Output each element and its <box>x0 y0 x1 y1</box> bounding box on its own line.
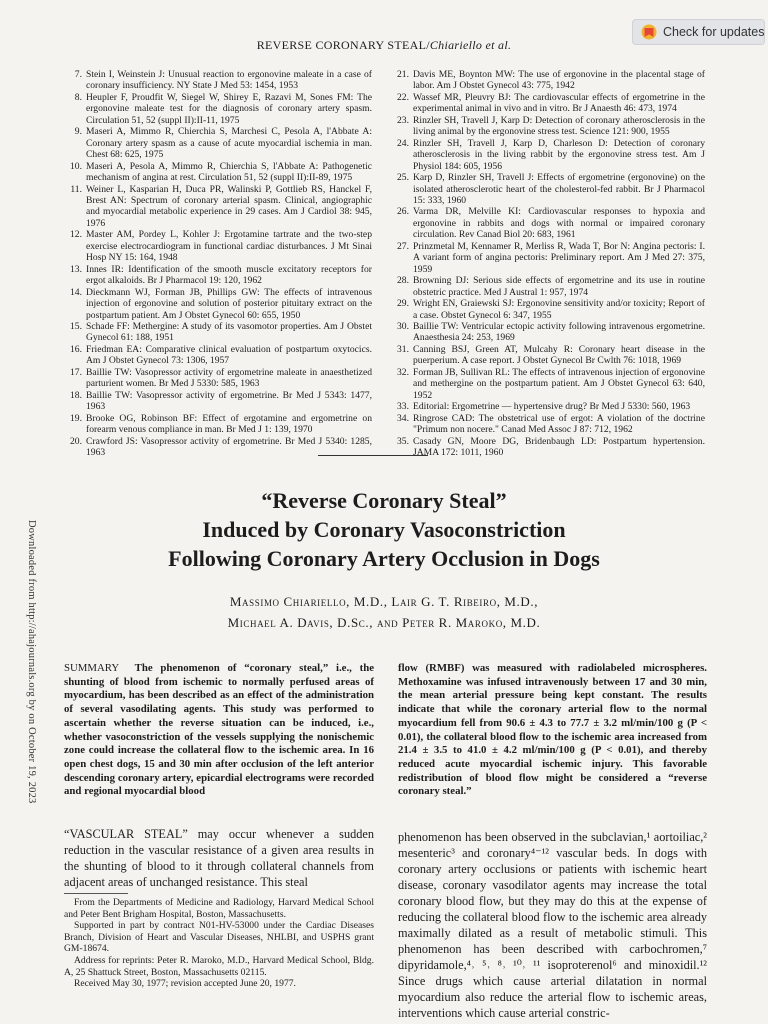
reference-text: Rinzler SH, Travell J, Karp D: Detection of coronary atherosclerosis in the living animal by the ergonovine stress test. Science 121: 900, 1955 <box>413 114 705 138</box>
reference-item <box>64 69 372 92</box>
footnote-support: Supported in part by contract N01-HV-53000 under the Cardiac Diseases Branch, Division of Heart and Vascular Diseases, NHLBI, and USPHS grant GM-18674. <box>64 920 374 955</box>
reference-number: 33. <box>397 401 409 413</box>
reference-number: 30. <box>397 320 409 332</box>
reference-number: 17. <box>70 366 82 378</box>
reference-item <box>391 92 705 115</box>
reference-number: 8. <box>74 91 82 103</box>
reference-text: Ringrose CAD: The obstetrical use of ergot: A violation of the doctrine "Primum non nocere." Canad Med Assoc J 87: 712, 1962 <box>413 412 705 436</box>
download-note-text: Downloaded from http://ahajournals.org by on October 19, 2023 <box>26 520 37 804</box>
reference-text: Baillie TW: Ventricular ectopic activity following intravenous ergometrine. Anaesthesia 24: 253, 1969 <box>413 320 705 344</box>
summary-label: SUMMARY <box>64 662 120 674</box>
reference-item <box>391 344 705 367</box>
title-line-1: “Reverse Coronary Steal” <box>261 488 507 513</box>
reference-number: 12. <box>70 229 82 241</box>
article-title <box>0 486 768 573</box>
summary-right-text: flow (RMBF) was measured with radiolabeled microspheres. Methoxamine was infused intravenously between 17 and 30 min, the mean arterial pressure being kept constant. The results indicate that while the coronary arterial flow to the normal myocardium fell from 90.6 ± 4.3 to 77.7 ± 3.2 ml/min/100 g (P < 0.01), the collateral blood flow to the ischemic area increased from 21.4 ± 3.5 to 41.0 ± 4.2 ml/min/100 g (P < 0.01), and thereby reduced acute myocardial ischemic injury. This favorable redistribution of blood flow might be considered a “reverse coronary steal.” <box>398 662 707 798</box>
reference-text: Baillie TW: Vasopressor activity of ergometrine. Br Med J 5343: 1477, 1963 <box>86 389 372 413</box>
footnote-affiliation: From the Departments of Medicine and Radiology, Harvard Medical School and Peter Bent Brigham Hospital, Boston, Massachusetts. <box>64 897 374 920</box>
reference-item <box>64 367 372 390</box>
reference-item <box>64 92 372 126</box>
reference-item <box>391 401 705 412</box>
running-head-authors: Chiariello et al. <box>429 38 512 52</box>
footnote-reprints: Address for reprints: Peter R. Maroko, M.D., Harvard Medical School, Bldg. A, 25 Shattuck Street, Boston, Massachusetts 02115. <box>64 954 374 978</box>
reference-number: 15. <box>70 320 82 332</box>
reference-item <box>64 413 372 436</box>
reference-number: 25. <box>397 172 409 184</box>
references-left-column <box>64 69 372 458</box>
reference-text: Rinzler SH, Travell J, Karp D, Charleson D: Detection of coronary atherosclerosis in the living rabbit by the ergonovine stress test. Am J Physiol 184: 605, 1956 <box>413 137 705 172</box>
reference-number: 7. <box>74 69 82 80</box>
reference-item <box>391 172 705 206</box>
reference-number: 26. <box>397 206 409 218</box>
reference-text: Friedman EA: Comparative clinical evaluation of postpartum oxytocics. Am J Obstet Gynecol 73: 1306, 1957 <box>86 343 372 367</box>
summary-right <box>398 662 707 799</box>
reference-item <box>64 161 372 184</box>
reference-item <box>64 184 372 230</box>
reference-number: 21. <box>397 69 409 80</box>
reference-text: Innes IR: Identification of the smooth muscle excitatory receptors for ergot alkaloids. Br J Pharmacol 19: 120, 1962 <box>86 263 372 287</box>
reference-item <box>64 229 372 263</box>
reference-text: Varma DR, Melville KI: Cardiovascular responses to hypoxia and ergonovine in rabbits and dogs with normal or impaired coronary circulation. Rev Canad Biol 20: 683, 1961 <box>413 206 705 241</box>
reference-item <box>391 367 705 401</box>
reference-text: Heupler F, Proudfit W, Siegel W, Shirey E, Razavi M, Sones FM: The ergonovine maleate test for the diagnosis of coronary artery spasm. Circulation 51, 52 (suppl II):II-11, 1975 <box>86 91 372 126</box>
reference-text: Stein I, Weinstein J: Unusual reaction to ergonovine maleate in a case of coronary insufficiency. NY State J Med 53: 1454, 1953 <box>86 69 372 92</box>
authors-line-1: Massimo Chiariello, M.D., Lair G. T. Ribeiro, M.D., <box>229 594 539 609</box>
summary-left <box>64 662 374 799</box>
reference-item <box>391 413 705 436</box>
author-list <box>0 591 768 633</box>
reference-text: Karp D, Rinzler SH, Travell J: Effects of ergometrine (ergonovine) on the isolated atherosclerotic heart of the cholesterol-fed rabbit. Br J Pharmacol 15: 333, 1960 <box>413 172 705 206</box>
reference-text: Forman JB, Sullivan RL: The effects of intravenous injection of ergonovine and methergine on the postpartum patient. Am J Obstet Gynecol 63: 640, 1952 <box>413 366 705 401</box>
footnote-received: Received May 30, 1977; revision accepted June 20, 1977. <box>74 978 296 990</box>
reference-text: Wright EN, Graiewski SJ: Ergonovine sensitivity and/or toxicity; Report of a case. Obstet Gynecol 6: 347, 1955 <box>413 298 705 321</box>
reference-item <box>64 264 372 287</box>
reference-text: Brooke OG, Robinson BF: Effect of ergotamine and ergometrine on forearm venous compliance in man. Br Med J 1: 139, 1970 <box>86 412 372 436</box>
reference-number: 27. <box>397 240 409 252</box>
reference-text: Schade FF: Methergine: A study of its vasomotor properties. Am J Obstet Gynecol 61: 188, 1951 <box>86 320 372 344</box>
reference-item <box>64 287 372 321</box>
reference-number: 31. <box>397 343 409 355</box>
footnotes <box>64 897 374 990</box>
reference-text: Master AM, Pordey L, Kohler J: Ergotamine tartrate and the two-step exercise electrocardiogram in functional cardiac disturbances. J Mt Sinai Hosp NY 15: 164, 1948 <box>86 229 372 264</box>
title-line-3: Following Coronary Artery Occlusion in Dogs <box>168 546 600 571</box>
reference-text: Dieckmann WJ, Forman JB, Phillips GW: The effects of intravenous injection of ergonovine and solution of posterior pituitary extract on the postpartum patient. Am J Obstet Gynecol 60: 655, 1950 <box>86 286 372 321</box>
body-text-left: “VASCULAR STEAL” may occur whenever a sudden reduction in the vascular resistance of a given area results in the shunting of blood to it through collateral channels from adjacent areas of unchanged resistance. This steal <box>64 827 374 889</box>
reference-number: 20. <box>70 435 82 447</box>
reference-number: 32. <box>397 366 409 378</box>
reference-number: 24. <box>397 137 409 149</box>
reference-text: Maseri A, Pesola A, Mimmo R, Chierchia S, l'Abbate A: Pathogenetic mechanism of angina at rest. Circulation 51, 52 (suppl II):II-89, 1975 <box>86 160 372 184</box>
authors-line-2: Michael A. Davis, D.Sc., and Peter R. Maroko, M.D. <box>227 615 541 630</box>
reference-text: Browning DJ: Serious side effects of ergometrine and its use in routine obstetric practice. Med J Austral 1: 957, 1974 <box>413 275 705 298</box>
section-divider <box>318 455 428 456</box>
reference-text: Editorial: Ergometrine — hypertensive drug? Br Med J 5330: 560, 1963 <box>413 401 691 413</box>
body-text-right: phenomenon has been observed in the subclavian,¹ aortoiliac,² mesenteric³ and coronary⁴⁻¹² vascular beds. In dogs with coronary artery occlusions or patients with ischemic heart disease, coronary vasodilator agents may increase the total coronary blood flow, but they may do this at the expense of reducing the collateral blood flow to the ischemic area already maximally dilated as a result of metabolic stimuli. This phenomenon has been described with carbochromen,⁷ dipyridamole,⁴˒ ⁵˒ ⁸˒ ¹⁰˒ ¹¹ isoproterenol⁶ and minoxidil.¹² Since drugs which cause arterial dilatation in normal myocardium also reduce the arterial flow to ischemic areas, interventions which cause arterial constric- <box>398 830 707 1020</box>
reference-item <box>64 126 372 160</box>
reference-number: 19. <box>70 412 82 424</box>
reference-item <box>64 390 372 413</box>
reference-number: 11. <box>70 183 82 195</box>
reference-text: Baillie TW: Vasopressor activity of ergometrine maleate in anaesthetized parturient women. Br Med J 5330: 585, 1963 <box>86 366 372 390</box>
reference-item <box>391 321 705 344</box>
reference-number: 34. <box>397 412 409 424</box>
reference-number: 29. <box>397 298 409 310</box>
title-line-2: Induced by Coronary Vasoconstriction <box>202 517 566 542</box>
reference-item <box>64 344 372 367</box>
reference-text: Weiner L, Kasparian H, Duca PR, Walinski P, Gottlieb RS, Hanckel F, Brest AN: Spectrum of coronary arterial spasm. Clinical, angiographic and myocardial metabolic experience in 29 cases. Am J Cardiol 38: 945, 1976 <box>86 183 372 229</box>
reference-text: Maseri A, Mimmo R, Chierchia S, Marchesi C, Pesola A, l'Abbate A: Coronary artery spasm as a cause of acute myocardial ischemia in man. Chest 68: 625, 1975 <box>86 126 372 161</box>
reference-number: 13. <box>70 263 82 275</box>
summary-left-text: The phenomenon of “coronary steal,” i.e., the shunting of blood from ischemic to normally perfused areas of myocardium, has been described as an effect of the administration of several vasodilating agents. This study was performed to ascertain whether the reverse situation can be induced, i.e., whether vasoconstriction of the vessels supplying the nonischemic zone could increase the collateral flow to the ischemic area. In 16 open chest dogs, 15 and 30 min after occlusion of the left anterior descending coronary artery, epicardial electrograms were recorded and regional myocardial blood <box>64 662 374 798</box>
reference-number: 35. <box>397 435 409 447</box>
reference-item <box>391 241 705 275</box>
download-note <box>25 520 41 980</box>
reference-text: Davis ME, Boynton MW: The use of ergonovine in the placental stage of labor. Am J Obstet Gynecol 43: 775, 1942 <box>413 69 705 92</box>
footnote-divider <box>64 893 128 894</box>
reference-text: Crawford JS: Vasopressor activity of ergometrine. Br Med J 5340: 1285, 1963 <box>86 435 372 458</box>
reference-number: 10. <box>70 160 82 172</box>
reference-number: 16. <box>70 343 82 355</box>
reference-number: 9. <box>74 126 82 138</box>
running-head-title: REVERSE CORONARY STEAL/ <box>256 38 430 52</box>
reference-item <box>391 436 705 459</box>
references-right-column <box>391 69 705 458</box>
reference-number: 14. <box>70 286 82 298</box>
reference-item <box>391 138 705 172</box>
check-for-updates-button[interactable] <box>632 19 765 45</box>
reference-item <box>391 69 705 92</box>
reference-text: Prinzmetal M, Kennamer R, Merliss R, Wada T, Bor N: Angina pectoris: I. A variant form of angina pectoris: Preliminary report. Am J Med 27: 375, 1959 <box>413 240 705 275</box>
reference-item <box>64 321 372 344</box>
reference-item <box>391 115 705 138</box>
check-for-updates-icon <box>641 24 657 40</box>
check-for-updates-label: Check for updates <box>663 25 765 39</box>
reference-text: Wassef MR, Pleuvry BJ: The cardiovascular effects of ergometrine in the experimental animal in vivo and in vitro. Br J Anaesth 46: 473, 1974 <box>413 91 705 115</box>
reference-number: 28. <box>397 275 409 287</box>
reference-number: 18. <box>70 389 82 401</box>
reference-item <box>391 298 705 321</box>
reference-number: 22. <box>397 91 409 103</box>
reference-item <box>391 275 705 298</box>
reference-text: Canning BSJ, Green AT, Mulcahy R: Coronary heart disease in the puerperium. A case report. J Obstet Gynecol Br Cwlth 76: 1018, 1969 <box>413 343 705 367</box>
reference-text: Casady GN, Moore DG, Bridenbaugh LD: Postpartum hypertension. JAMA 172: 1011, 1960 <box>413 435 705 458</box>
reference-item <box>391 206 705 240</box>
reference-number: 23. <box>397 114 409 126</box>
